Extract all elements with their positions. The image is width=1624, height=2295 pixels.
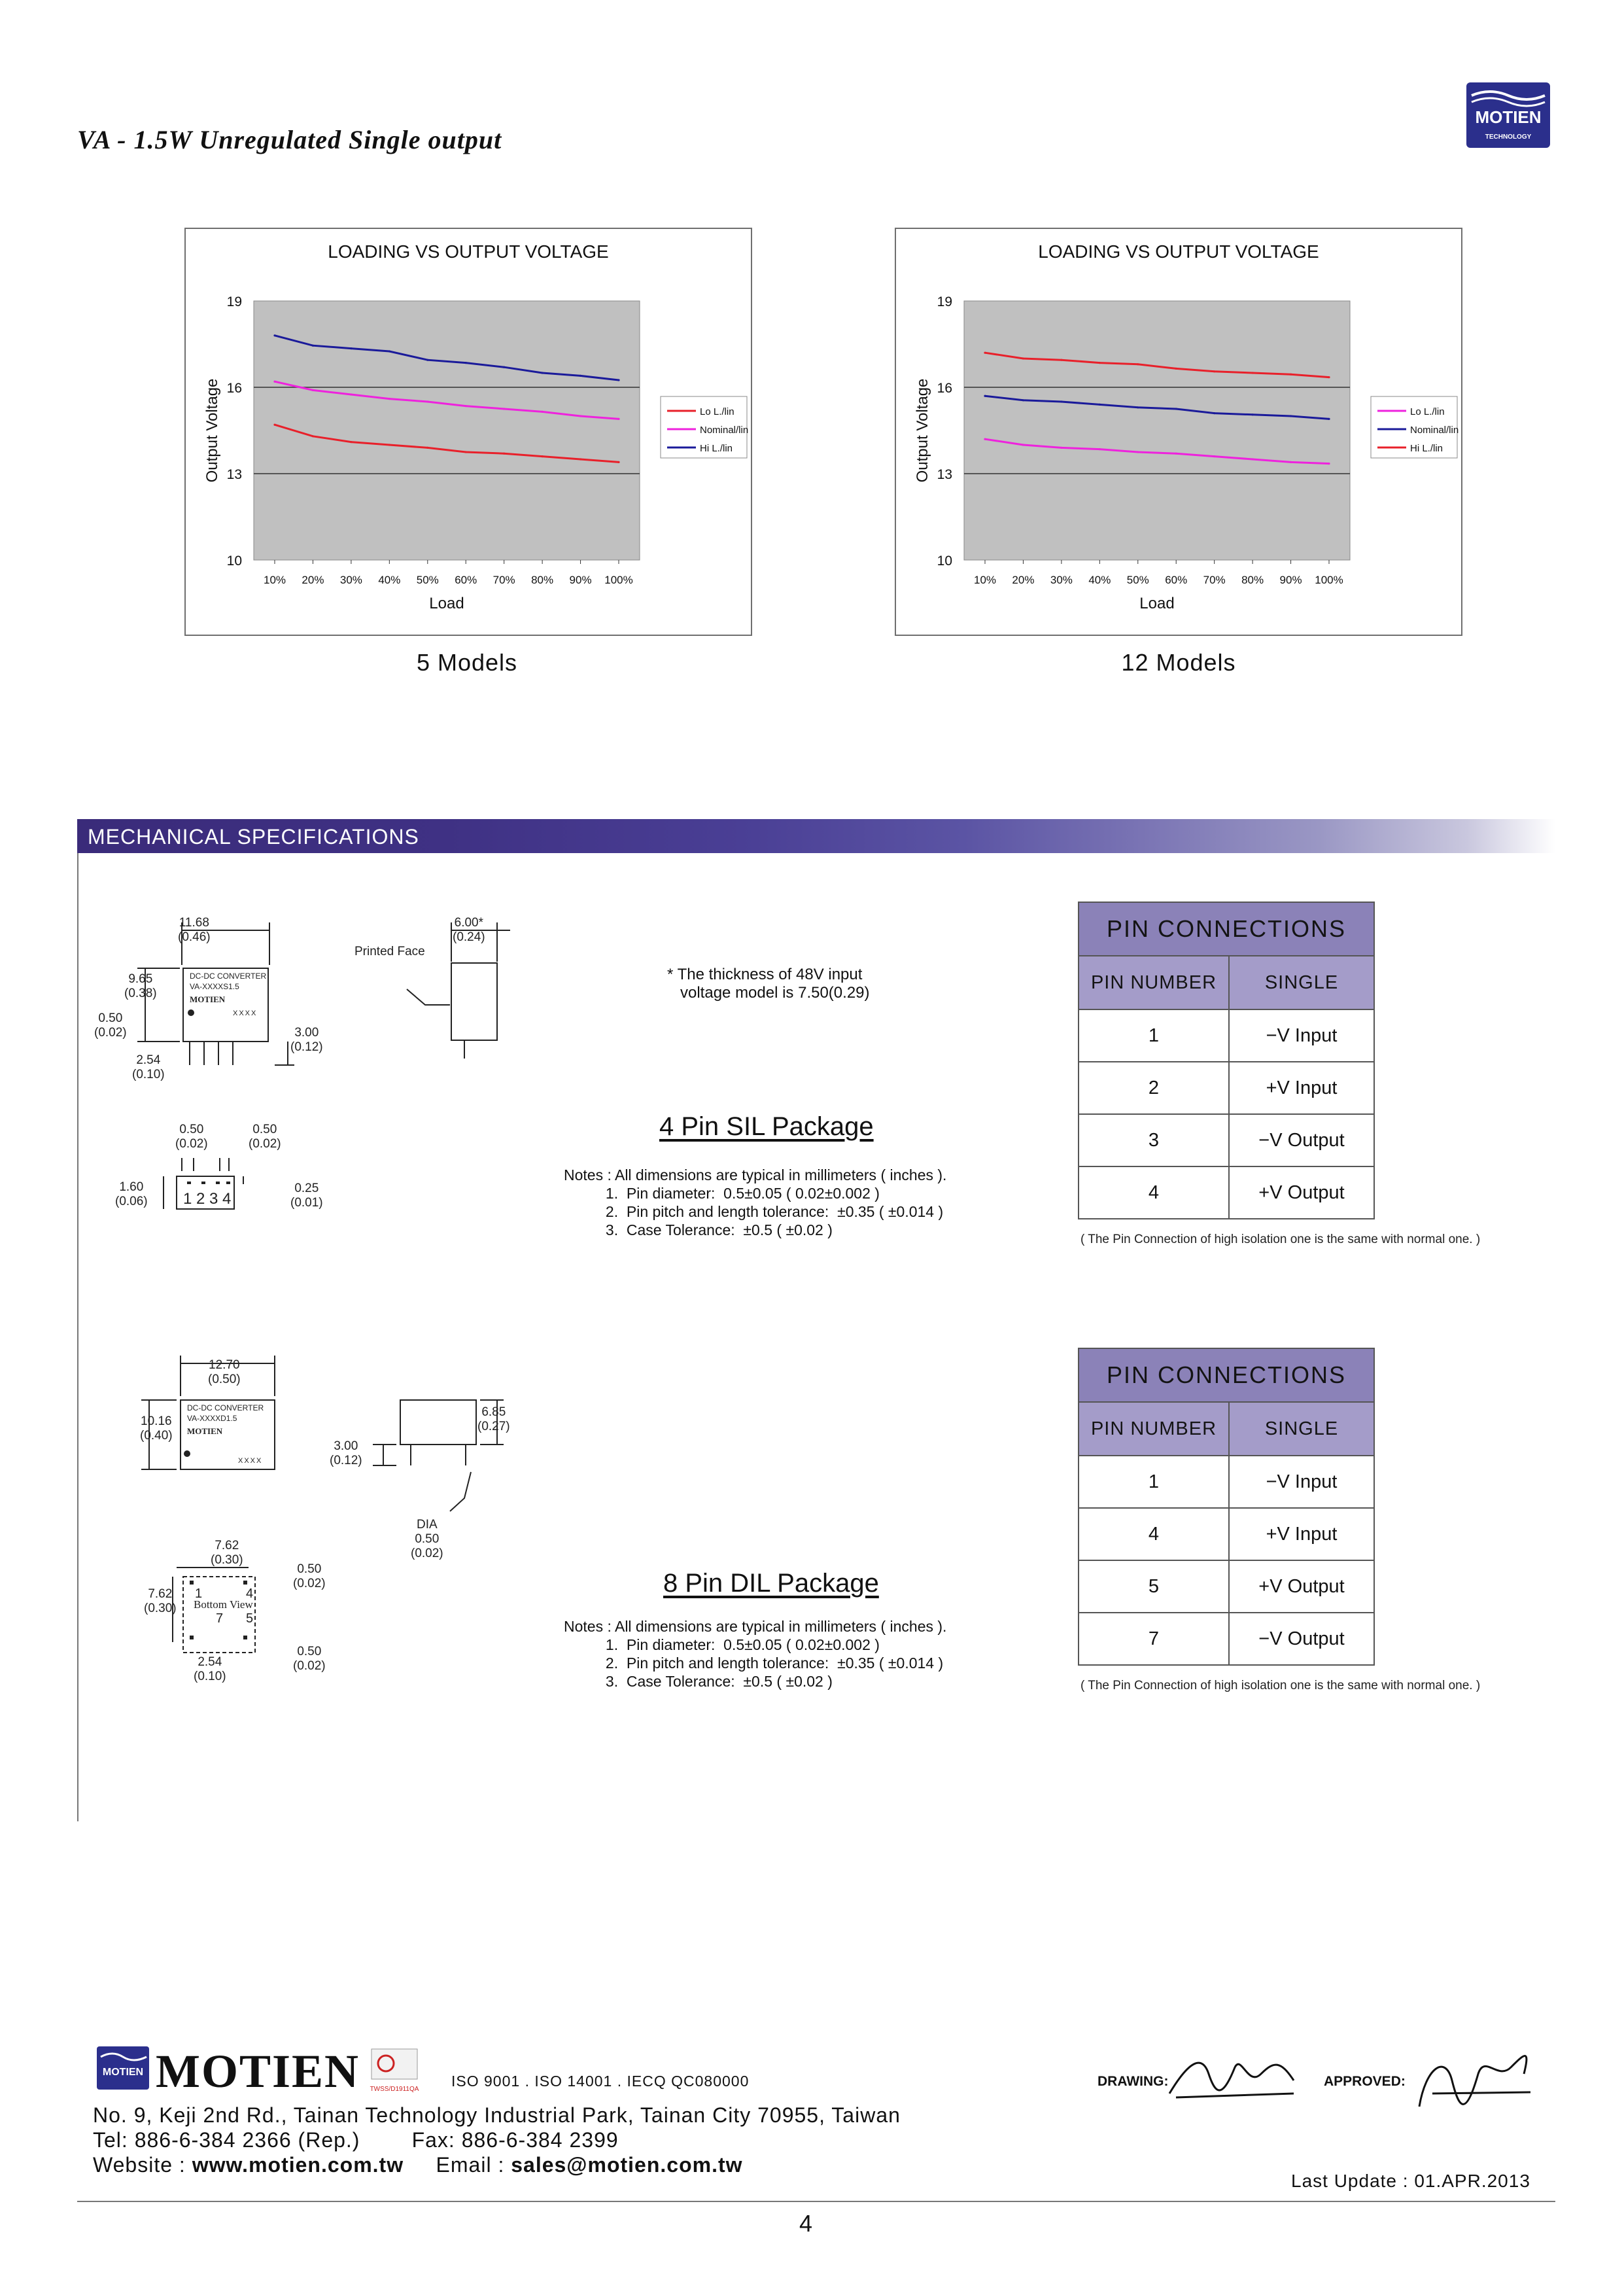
svg-text:DC-DC CONVERTER: DC-DC CONVERTER — [190, 972, 267, 981]
svg-text:XXXX: XXXX — [238, 1457, 263, 1465]
svg-text:1: 1 — [195, 1586, 203, 1601]
sil-notes: Notes : All dimensions are typical in millimeters ( inches ). 1. Pin diameter: 0.5±0.05 ( 0.02±0.002 ) 2. Pin pitch and length tolerance: ±0.35 ( ±0.014 ) 3. Case Tolerance: ±0.5 ( ±0.02 ) — [564, 1166, 947, 1238]
sil-drawing — [98, 903, 569, 1243]
table-row: 4 +V Output — [1079, 1166, 1374, 1219]
sil-dim-pin-height: 1.60 (0.06) — [115, 1180, 148, 1208]
svg-text:DC-DC CONVERTER: DC-DC CONVERTER — [187, 1403, 264, 1412]
approved-signature — [1406, 2041, 1537, 2126]
mechanical-specifications-title: MECHANICAL SPECIFICATIONS — [88, 825, 419, 849]
sil-dim-width: 11.68 (0.46) — [178, 916, 211, 944]
data-point — [542, 455, 544, 457]
data-point — [503, 453, 505, 455]
data-point — [389, 350, 390, 352]
dil-dim-offset-1: 0.50 (0.02) — [293, 1562, 326, 1590]
legend-label: Lo L./lin — [1410, 406, 1445, 417]
dil-col-single: SINGLE — [1229, 1402, 1374, 1456]
data-point — [579, 375, 581, 377]
motien-logo — [1457, 79, 1557, 152]
svg-text:TECHNOLOGY: TECHNOLOGY — [1485, 133, 1532, 141]
iso-certifications: ISO 9001 . ISO 14001 . IECQ QC080000 — [451, 2073, 750, 2090]
x-tick-label: 10% — [973, 574, 997, 586]
sil-printed-face-label: Printed Face — [354, 945, 425, 958]
data-point — [273, 424, 275, 426]
x-axis-label: Load — [429, 595, 464, 612]
x-tick-label: 90% — [569, 574, 592, 586]
chart-title: LOADING VS OUTPUT VOLTAGE — [328, 241, 609, 262]
dil-side-body — [400, 1400, 476, 1445]
table-row: 1 −V Input — [1079, 1456, 1374, 1508]
company-tel: Tel: 886-6-384 2366 (Rep.) — [93, 2128, 360, 2152]
data-point — [1022, 444, 1024, 446]
x-tick-label: 80% — [531, 574, 554, 586]
svg-text:5: 5 — [246, 1611, 254, 1626]
x-tick-label: 100% — [604, 574, 633, 586]
data-point — [1099, 362, 1101, 364]
dil-dim-height: 10.16 (0.40) — [140, 1414, 173, 1443]
chart-12-models-plot — [896, 229, 1461, 635]
section-divider — [77, 853, 78, 1821]
svg-text:MOTIEN: MOTIEN — [187, 1426, 223, 1436]
data-point — [1137, 363, 1139, 365]
data-point — [542, 411, 544, 413]
svg-text:Bottom View: Bottom View — [194, 1598, 253, 1611]
footer-divider — [77, 2201, 1555, 2202]
data-point — [465, 362, 467, 364]
data-point — [389, 444, 390, 446]
legend-label: Hi L./lin — [1410, 443, 1443, 454]
x-tick-label: 60% — [1165, 574, 1188, 586]
x-axis-label: Load — [1139, 595, 1175, 612]
data-point — [1175, 453, 1177, 455]
email-link[interactable]: sales@motien.com.tw — [511, 2153, 743, 2177]
table-row: 3 −V Output — [1079, 1114, 1374, 1166]
table-row: 4 +V Input — [1079, 1508, 1374, 1560]
data-point — [503, 408, 505, 410]
x-tick-label: 20% — [302, 574, 324, 586]
legend-label: Nominal/lin — [1410, 425, 1459, 436]
chart-5-models-plot — [186, 229, 751, 635]
email-label: Email : — [436, 2153, 505, 2177]
dil-pin-connections-table — [1078, 1348, 1375, 1666]
mechanical-specifications-header — [77, 819, 1555, 853]
data-point — [1099, 448, 1101, 450]
dil-dim-width: 12.70 (0.50) — [208, 1358, 241, 1386]
sil-col-pin-number: PIN NUMBER — [1079, 956, 1229, 1009]
x-tick-label: 30% — [339, 574, 362, 586]
dil-dim-pitch-height: 7.62 (0.30) — [144, 1587, 177, 1615]
y-tick-label: 19 — [937, 294, 952, 309]
plot-area — [254, 301, 640, 560]
x-tick-label: 30% — [1050, 574, 1073, 586]
y-tick-label: 10 — [937, 553, 952, 569]
sil-dim-pitch: 2.54 (0.10) — [132, 1053, 165, 1081]
website-label: Website : — [93, 2153, 186, 2177]
data-point — [1175, 368, 1177, 370]
data-point — [984, 395, 986, 397]
y-tick-label: 10 — [226, 553, 242, 569]
legend-label: Lo L./lin — [700, 406, 734, 417]
last-update: Last Update : 01.APR.2013 — [1291, 2171, 1530, 2191]
data-point — [465, 405, 467, 407]
data-point — [542, 372, 544, 374]
data-point — [1252, 458, 1254, 460]
x-tick-label: 50% — [1126, 574, 1149, 586]
data-point — [426, 400, 428, 402]
plot-area — [964, 301, 1350, 560]
data-point — [1137, 406, 1139, 408]
data-point — [1175, 408, 1177, 410]
data-point — [1060, 400, 1062, 402]
data-point — [617, 379, 619, 381]
approved-label: APPROVED: — [1324, 2074, 1406, 2089]
sil-dim-pin-length: 3.00 (0.12) — [290, 1026, 323, 1054]
company-contact — [93, 2103, 901, 2177]
svg-text:7: 7 — [216, 1611, 224, 1626]
svg-text:XXXX: XXXX — [233, 1009, 258, 1017]
data-point — [579, 458, 581, 460]
y-axis-label: Output Voltage — [203, 378, 221, 483]
x-tick-label: 60% — [455, 574, 477, 586]
company-address: No. 9, Keji 2nd Rd., Tainan Technology Industrial Park, Tainan City 70955, Taiwan — [93, 2103, 901, 2127]
svg-text:TWSS/D1911QA: TWSS/D1911QA — [370, 2086, 419, 2093]
data-point — [465, 451, 467, 453]
dil-dim-diameter: DIA 0.50 (0.02) — [411, 1518, 443, 1560]
company-fax: Fax: 886-6-384 2399 — [411, 2128, 619, 2152]
chart-12-models — [895, 228, 1462, 636]
dil-drawing — [98, 1348, 569, 1688]
y-tick-label: 13 — [226, 467, 242, 482]
data-point — [312, 345, 314, 347]
dil-dim-offset-2: 0.50 (0.02) — [293, 1645, 326, 1673]
x-tick-label: 70% — [492, 574, 515, 586]
sil-dim-pin-width-1: 0.50 (0.02) — [175, 1123, 208, 1151]
y-tick-label: 13 — [937, 467, 952, 482]
data-point — [1290, 415, 1292, 417]
chart-caption-12-models: 12 Models — [1121, 649, 1236, 676]
y-axis-label: Output Voltage — [914, 378, 931, 483]
dil-pin-connections-header: PIN CONNECTIONS — [1079, 1348, 1374, 1402]
data-point — [426, 447, 428, 449]
data-point — [579, 415, 581, 417]
data-point — [389, 398, 390, 400]
data-point — [1022, 399, 1024, 401]
data-point — [1060, 359, 1062, 361]
data-point — [984, 352, 986, 354]
dil-dim-side-height: 6.85 (0.27) — [477, 1405, 510, 1433]
data-point — [1328, 376, 1330, 378]
x-tick-label: 80% — [1241, 574, 1264, 586]
table-row: 7 −V Output — [1079, 1613, 1374, 1665]
x-tick-label: 40% — [1088, 574, 1111, 586]
data-point — [312, 435, 314, 437]
sil-dim-height: 9.65 (0.38) — [124, 972, 157, 1000]
data-point — [350, 393, 352, 395]
data-point — [350, 441, 352, 443]
sil-thickness-note: * The thickness of 48V input voltage model is 7.50(0.29) — [667, 966, 870, 1002]
legend-label: Nominal/lin — [700, 425, 749, 436]
data-point — [1328, 418, 1330, 420]
svg-text:MOTIEN: MOTIEN — [156, 2045, 360, 2095]
sil-package-title: 4 Pin SIL Package — [659, 1112, 874, 1141]
data-point — [1290, 374, 1292, 376]
chart-title: LOADING VS OUTPUT VOLTAGE — [1038, 241, 1319, 262]
sil-pin-note: ( The Pin Connection of high isolation one is the same with normal one. ) — [1080, 1233, 1481, 1246]
svg-text:MOTIEN: MOTIEN — [190, 994, 226, 1004]
y-tick-label: 16 — [937, 381, 952, 396]
y-tick-label: 16 — [226, 381, 242, 396]
table-row: 1 −V Input — [1079, 1009, 1374, 1062]
data-point — [1328, 463, 1330, 464]
sil-side-body — [451, 963, 497, 1040]
data-point — [1099, 404, 1101, 406]
data-point — [350, 347, 352, 349]
data-point — [1022, 357, 1024, 359]
svg-text:VA-XXXXD1.5: VA-XXXXD1.5 — [187, 1414, 237, 1423]
website-link[interactable]: www.motien.com.tw — [192, 2153, 404, 2177]
drawing-label: DRAWING: — [1097, 2074, 1169, 2089]
dil-col-pin-number: PIN NUMBER — [1079, 1402, 1229, 1456]
sil-dim-offset: 0.50 (0.02) — [94, 1011, 127, 1040]
svg-text:1 2 3 4: 1 2 3 4 — [183, 1190, 232, 1208]
dil-dim-pin-spacing: 2.54 (0.10) — [194, 1655, 226, 1683]
dil-dim-pitch-width: 7.62 (0.30) — [211, 1539, 243, 1567]
chart-5-models — [184, 228, 752, 636]
x-tick-label: 50% — [416, 574, 439, 586]
data-point — [1213, 412, 1215, 414]
sil-dim-pin-thickness: 0.25 (0.01) — [290, 1182, 323, 1210]
data-point — [617, 418, 619, 420]
svg-text:4: 4 — [246, 1586, 254, 1601]
data-point — [1060, 447, 1062, 449]
data-point — [1290, 461, 1292, 463]
drawing-signature — [1163, 2048, 1307, 2107]
dil-dim-pin-length: 3.00 (0.12) — [330, 1439, 362, 1467]
dil-pin-note: ( The Pin Connection of high isolation one is the same with normal one. ) — [1080, 1679, 1481, 1692]
x-tick-label: 70% — [1203, 574, 1226, 586]
y-tick-label: 19 — [226, 294, 242, 309]
data-point — [617, 461, 619, 463]
x-tick-label: 100% — [1315, 574, 1343, 586]
footer-brand-logo — [97, 2042, 419, 2095]
svg-text:VA-XXXXS1.5: VA-XXXXS1.5 — [190, 982, 239, 991]
dil-package-title: 8 Pin DIL Package — [663, 1569, 879, 1598]
document-title: VA - 1.5W Unregulated Single output — [77, 125, 502, 154]
sil-dim-pin-width-2: 0.50 (0.02) — [249, 1123, 281, 1151]
x-tick-label: 20% — [1012, 574, 1035, 586]
x-tick-label: 40% — [378, 574, 401, 586]
sil-pin-connections-header: PIN CONNECTIONS — [1079, 902, 1374, 956]
data-point — [984, 438, 986, 440]
page-number: 4 — [799, 2210, 813, 2237]
data-point — [1137, 451, 1139, 453]
chart-caption-5-models: 5 Models — [416, 649, 518, 676]
dil-notes: Notes : All dimensions are typical in millimeters ( inches ). 1. Pin diameter: 0.5±0.05 ( 0.02±0.002 ) 2. Pin pitch and length tolerance: ±0.35 ( ±0.014 ) 3. Case Tolerance: ±0.5 ( ±0.02 ) — [564, 1618, 947, 1690]
table-row: 2 +V Input — [1079, 1062, 1374, 1114]
x-tick-label: 90% — [1279, 574, 1302, 586]
data-point — [503, 366, 505, 368]
svg-text:MOTIEN: MOTIEN — [1475, 107, 1542, 127]
data-point — [426, 359, 428, 361]
legend-label: Hi L./lin — [700, 443, 733, 454]
x-tick-label: 10% — [263, 574, 286, 586]
sil-dim-thickness: 6.00* (0.24) — [453, 916, 485, 944]
sil-col-single: SINGLE — [1229, 956, 1374, 1009]
svg-text:MOTIEN: MOTIEN — [102, 2067, 144, 2078]
data-point — [1213, 455, 1215, 457]
table-row: 5 +V Output — [1079, 1560, 1374, 1613]
data-point — [1252, 413, 1254, 415]
data-point — [1252, 372, 1254, 374]
data-point — [273, 334, 275, 336]
sil-pin-connections-table — [1078, 902, 1375, 1219]
data-point — [273, 381, 275, 383]
data-point — [312, 389, 314, 391]
data-point — [1213, 370, 1215, 372]
